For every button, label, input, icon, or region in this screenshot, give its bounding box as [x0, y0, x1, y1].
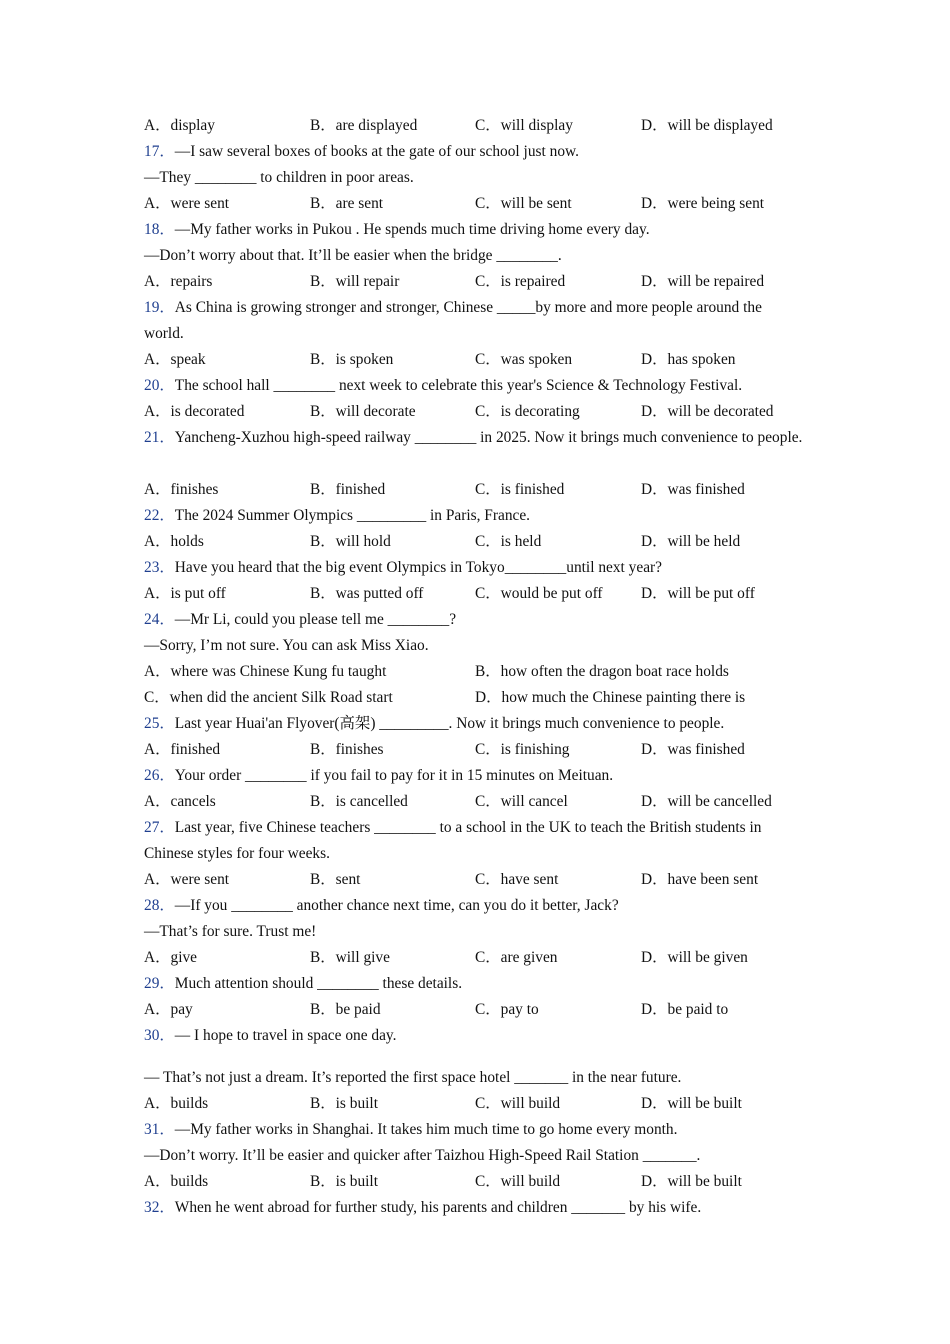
- question-number: 31．: [144, 1121, 175, 1138]
- options-row: [144, 945, 804, 971]
- option-a: A．display: [144, 117, 215, 134]
- option-d: D．will be cancelled: [641, 793, 772, 810]
- options-row: [144, 685, 804, 711]
- option-c: C．would be put off: [475, 585, 603, 602]
- question-number: 18．: [144, 221, 175, 238]
- option-b: B．are sent: [310, 195, 384, 212]
- question-prompt: 29．Much attention should ________ these details.: [144, 975, 463, 992]
- option-c: C．is finished: [475, 481, 565, 498]
- option-b: B．finished: [310, 481, 386, 498]
- option-d: D．will be given: [641, 949, 748, 966]
- question-number: 19．: [144, 299, 175, 316]
- option-c: C．pay to: [475, 1001, 539, 1018]
- option-a: A．where was Chinese Kung fu taught: [144, 663, 387, 680]
- question-number: 24．: [144, 611, 175, 628]
- option-d: D．was finished: [641, 741, 745, 758]
- option-c: C．will cancel: [475, 793, 568, 810]
- options-row: [144, 997, 804, 1023]
- option-d: D．will be repaired: [641, 273, 765, 290]
- question-reply: —Don’t worry. It’ll be easier and quicker after Taizhou High-Speed Rail Station _______.: [144, 1147, 701, 1164]
- options-row: [144, 581, 804, 607]
- options-row: [144, 477, 804, 503]
- option-c: C．was spoken: [475, 351, 573, 368]
- question-prompt: 23．Have you heard that the big event Olympics in Tokyo________until next year?: [144, 559, 662, 576]
- question-prompt: 27．Last year, five Chinese teachers ________ to a school in the UK to teach the British students in Chinese styles for four weeks.: [144, 819, 762, 862]
- question-number: 23．: [144, 559, 175, 576]
- option-c: C．will build: [475, 1173, 561, 1190]
- option-c: C．have sent: [475, 871, 559, 888]
- question-number: 25．: [144, 715, 175, 732]
- options-row: [144, 347, 804, 373]
- option-a: A．pay: [144, 1001, 193, 1018]
- option-b: B．is spoken: [310, 351, 394, 368]
- option-a: A．repairs: [144, 273, 213, 290]
- option-d: D．were being sent: [641, 195, 765, 212]
- option-a: A．speak: [144, 351, 206, 368]
- option-c: C．will be sent: [475, 195, 572, 212]
- option-a: A．finishes: [144, 481, 219, 498]
- question-reply: —That’s for sure. Trust me!: [144, 923, 317, 940]
- question-prompt: 25．Last year Huai'an Flyover(高架) _________. Now it brings much convenience to people.: [144, 715, 725, 732]
- question-prompt: 19．As China is growing stronger and stronger, Chinese _____by more and more people around the world.: [144, 299, 762, 342]
- options-row: [144, 269, 804, 295]
- option-d: D．will be built: [641, 1095, 742, 1112]
- question-prompt: 20．The school hall ________ next week to celebrate this year's Science & Technology Festival.: [144, 377, 743, 394]
- option-a: A．is put off: [144, 585, 226, 602]
- question-reply: — That’s not just a dream. It’s reported the first space hotel _______ in the near future.: [144, 1069, 682, 1086]
- question-prompt: 24．—Mr Li, could you please tell me ________?: [144, 611, 457, 628]
- option-d: D．has spoken: [641, 351, 736, 368]
- options-row: [144, 867, 804, 893]
- option-b: B．how often the dragon boat race holds: [475, 663, 729, 680]
- option-b: B．will hold: [310, 533, 391, 550]
- question-number: 17．: [144, 143, 175, 160]
- options-row: [144, 113, 804, 139]
- option-b: B．will decorate: [310, 403, 416, 420]
- option-a: A．give: [144, 949, 198, 966]
- question-number: 21．: [144, 429, 175, 446]
- question-prompt: 30．— I hope to travel in space one day.: [144, 1027, 397, 1044]
- option-a: A．were sent: [144, 871, 230, 888]
- option-c: C．will display: [475, 117, 573, 134]
- option-a: A．were sent: [144, 195, 230, 212]
- options-row: [144, 789, 804, 815]
- option-d: D．will be decorated: [641, 403, 774, 420]
- question-number: 26．: [144, 767, 175, 784]
- question-number: 32．: [144, 1199, 175, 1216]
- question-number: 27．: [144, 819, 175, 836]
- option-b: B．is built: [310, 1095, 378, 1112]
- option-a: A．finished: [144, 741, 221, 758]
- question-prompt: 18．—My father works in Pukou . He spends much time driving home every day.: [144, 221, 650, 238]
- question-number: 20．: [144, 377, 175, 394]
- question-number: 28．: [144, 897, 175, 914]
- options-row: [144, 1091, 804, 1117]
- options-row: [144, 1169, 804, 1195]
- option-d: D．will be displayed: [641, 117, 773, 134]
- option-d: D．be paid to: [641, 1001, 729, 1018]
- option-b: B．sent: [310, 871, 361, 888]
- question-reply: —Don’t worry about that. It’ll be easier when the bridge ________.: [144, 247, 562, 264]
- option-c: C．are given: [475, 949, 558, 966]
- option-b: B．is built: [310, 1173, 378, 1190]
- option-d: D．will be put off: [641, 585, 755, 602]
- question-number: 29．: [144, 975, 175, 992]
- options-row: [144, 529, 804, 555]
- option-d: D．how much the Chinese painting there is: [475, 689, 746, 706]
- option-b: B．was putted off: [310, 585, 424, 602]
- question-reply: —They ________ to children in poor areas.: [144, 169, 414, 186]
- blank-gap: [144, 1049, 804, 1065]
- option-b: B．is cancelled: [310, 793, 408, 810]
- option-b: B．will give: [310, 949, 390, 966]
- option-c: C．is held: [475, 533, 542, 550]
- question-prompt: 26．Your order ________ if you fail to pay for it in 15 minutes on Meituan.: [144, 767, 614, 784]
- options-row: [144, 399, 804, 425]
- option-b: B．will repair: [310, 273, 400, 290]
- option-b: B．be paid: [310, 1001, 381, 1018]
- option-c: C．is repaired: [475, 273, 566, 290]
- option-c: C．when did the ancient Silk Road start: [144, 689, 393, 706]
- question-number: 22．: [144, 507, 175, 524]
- option-d: D．have been sent: [641, 871, 759, 888]
- option-b: B．finishes: [310, 741, 384, 758]
- question-prompt: 28．—If you ________ another chance next time, can you do it better, Jack?: [144, 897, 619, 914]
- question-number: 30．: [144, 1027, 175, 1044]
- exercise-page: [144, 113, 804, 1221]
- options-row: [144, 659, 804, 685]
- option-a: A．builds: [144, 1173, 209, 1190]
- option-c: C．is decorating: [475, 403, 580, 420]
- question-prompt: 21．Yancheng-Xuzhou high-speed railway ________ in 2025. Now it brings much convenience to people.: [144, 429, 803, 446]
- question-prompt: 22．The 2024 Summer Olympics _________ in Paris, France.: [144, 507, 531, 524]
- option-d: D．will be built: [641, 1173, 742, 1190]
- option-d: D．will be held: [641, 533, 741, 550]
- option-a: A．holds: [144, 533, 204, 550]
- option-a: A．is decorated: [144, 403, 245, 420]
- option-c: C．is finishing: [475, 741, 570, 758]
- option-a: A．builds: [144, 1095, 209, 1112]
- option-c: C．will build: [475, 1095, 561, 1112]
- option-d: D．was finished: [641, 481, 745, 498]
- question-reply: —Sorry, I’m not sure. You can ask Miss Xiao.: [144, 637, 429, 654]
- question-prompt: 32．When he went abroad for further study, his parents and children _______ by his wife.: [144, 1199, 702, 1216]
- option-a: A．cancels: [144, 793, 216, 810]
- question-prompt: 31．—My father works in Shanghai. It takes him much time to go home every month.: [144, 1121, 678, 1138]
- question-prompt: 17．—I saw several boxes of books at the gate of our school just now.: [144, 143, 579, 160]
- option-b: B．are displayed: [310, 117, 418, 134]
- options-row: [144, 737, 804, 763]
- options-row: [144, 191, 804, 217]
